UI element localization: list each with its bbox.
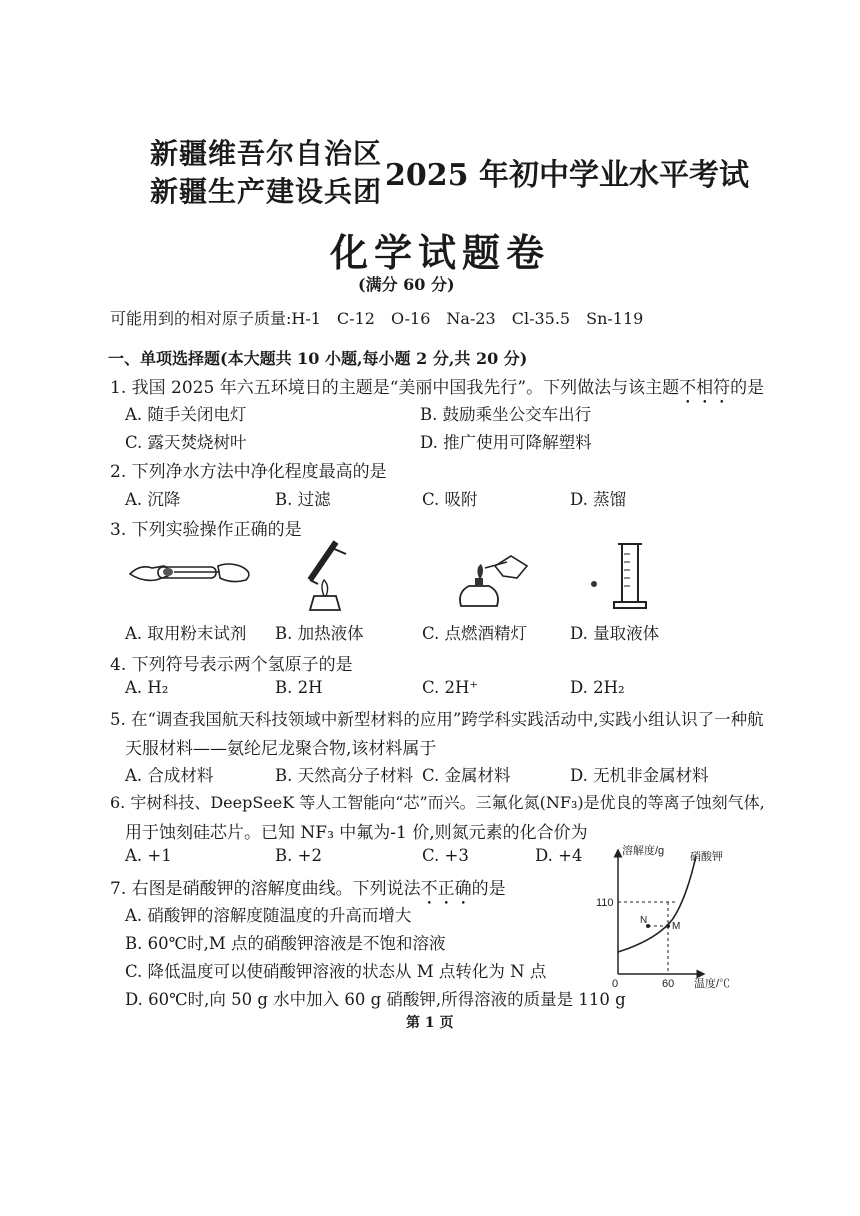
- q5-option-c: C. 金属材料: [422, 766, 511, 785]
- exam-title: 2025 年初中学业水平考试: [385, 158, 749, 193]
- atomic-masses: 可能用到的相对原子质量:H-1 C-12 O-16 Na-23 Cl-35.5 Sn-119: [110, 309, 644, 328]
- q7-option-d: D. 60℃时,向 50 g 水中加入 60 g 硝酸钾,所得溶液的质量是 110 g: [125, 990, 626, 1009]
- q6-stem-line1: 6. 宇树科技、DeepSeeK 等人工智能向“芯”而兴。三氟化氮(NF₃)是优良的等离子蚀刻气体,: [110, 793, 765, 812]
- solubility-curve-graph: [586, 840, 746, 990]
- q5-stem-line1: 5. 在“调查我国航天科技领域中新型材料的应用”跨学科实践活动中,实践小组认识了一种航: [110, 710, 764, 729]
- lighting-alcohol-lamp-illustration: [455, 548, 535, 610]
- q1-stem-a: 1. 我国 2025 年六五环境日的主题是“美丽中国我先行”。下列做法与该主题: [110, 378, 680, 398]
- q7-option-a: A. 硝酸钾的溶解度随温度的升高而增大: [125, 906, 412, 925]
- q3-option-b: B. 加热液体: [275, 624, 364, 643]
- point-n-label: N: [640, 915, 648, 926]
- q1-option-d: D. 推广使用可降解塑料: [420, 433, 592, 452]
- q3-stem: 3. 下列实验操作正确的是: [110, 520, 302, 540]
- q1-stem-emphasis: 不相符: [679, 378, 731, 398]
- q2-option-a: A. 沉降: [125, 490, 181, 509]
- y-tick-110: 110: [596, 897, 614, 909]
- q1-option-b: B. 鼓励乘坐公交车出行: [420, 405, 592, 424]
- page-number: 第 1 页: [406, 1015, 454, 1031]
- q7-option-b: B. 60℃时,M 点的硝酸钾溶液是不饱和溶液: [125, 934, 446, 953]
- full-score: (满分 60 分): [358, 275, 455, 294]
- point-m-marker: [666, 924, 670, 928]
- q2-stem: 2. 下列净水方法中净化程度最高的是: [110, 462, 387, 482]
- measuring-cylinder-illustration: [588, 540, 648, 610]
- q7-stem-emphasis: 不正确: [420, 879, 472, 899]
- q7-stem-b: 的是: [471, 879, 506, 899]
- region-line1: 新疆维吾尔自治区: [150, 137, 383, 170]
- solubility-curve: [618, 856, 696, 952]
- q5-stem-line2: 天服材料——氨纶尼龙聚合物,该材料属于: [125, 739, 437, 759]
- y-axis-label: 溶解度/g: [622, 845, 665, 857]
- q3-option-c: C. 点燃酒精灯: [422, 624, 528, 643]
- q7-option-c: C. 降低温度可以使硝酸钾溶液的状态从 M 点转化为 N 点: [125, 962, 547, 981]
- q1-stem-b: 的是: [730, 378, 765, 398]
- q1-option-c: C. 露天焚烧树叶: [125, 433, 247, 452]
- q6-option-a: A. +1: [125, 846, 172, 865]
- x-tick-60: 60: [662, 978, 675, 990]
- q3-option-d: D. 量取液体: [570, 624, 660, 643]
- q4-option-c: C. 2H⁺: [422, 678, 479, 697]
- powder-transfer-illustration: [128, 552, 258, 592]
- q6-stem-line2: 用于蚀刻硅芯片。已知 NF₃ 中氟为-1 价,则氮元素的化合价为: [125, 823, 588, 843]
- point-m-label: M: [672, 921, 681, 932]
- region-line2: 新疆生产建设兵团: [150, 175, 383, 208]
- q2-option-c: C. 吸附: [422, 490, 478, 509]
- q5-option-a: A. 合成材料: [125, 766, 214, 785]
- q6-option-c: C. +3: [422, 846, 469, 865]
- q2-option-b: B. 过滤: [275, 490, 331, 509]
- section-heading: 一、单项选择题(本大题共 10 小题,每小题 2 分,共 20 分): [108, 349, 528, 368]
- q6-option-b: B. +2: [275, 846, 322, 865]
- heating-liquid-illustration: [296, 540, 356, 612]
- curve-label: 硝酸钾: [690, 851, 723, 863]
- q7-stem-a: 7. 右图是硝酸钾的溶解度曲线。下列说法: [110, 879, 421, 899]
- q6-option-d: D. +4: [535, 846, 583, 865]
- q1-option-a: A. 随手关闭电灯: [125, 405, 247, 424]
- origin-label: 0: [612, 978, 619, 990]
- q2-option-d: D. 蒸馏: [570, 490, 627, 509]
- q4-option-b: B. 2H: [275, 678, 323, 697]
- q4-option-a: A. H₂: [125, 678, 169, 697]
- q4-option-d: D. 2H₂: [570, 678, 625, 697]
- q5-option-b: B. 天然高分子材料: [275, 766, 414, 785]
- q5-option-d: D. 无机非金属材料: [570, 766, 709, 785]
- x-axis-label: 温度/℃: [694, 978, 731, 990]
- q4-stem: 4. 下列符号表示两个氢原子的是: [110, 655, 353, 675]
- subject-title: 化学试题卷: [330, 230, 551, 275]
- q3-option-a: A. 取用粉末试剂: [125, 624, 247, 643]
